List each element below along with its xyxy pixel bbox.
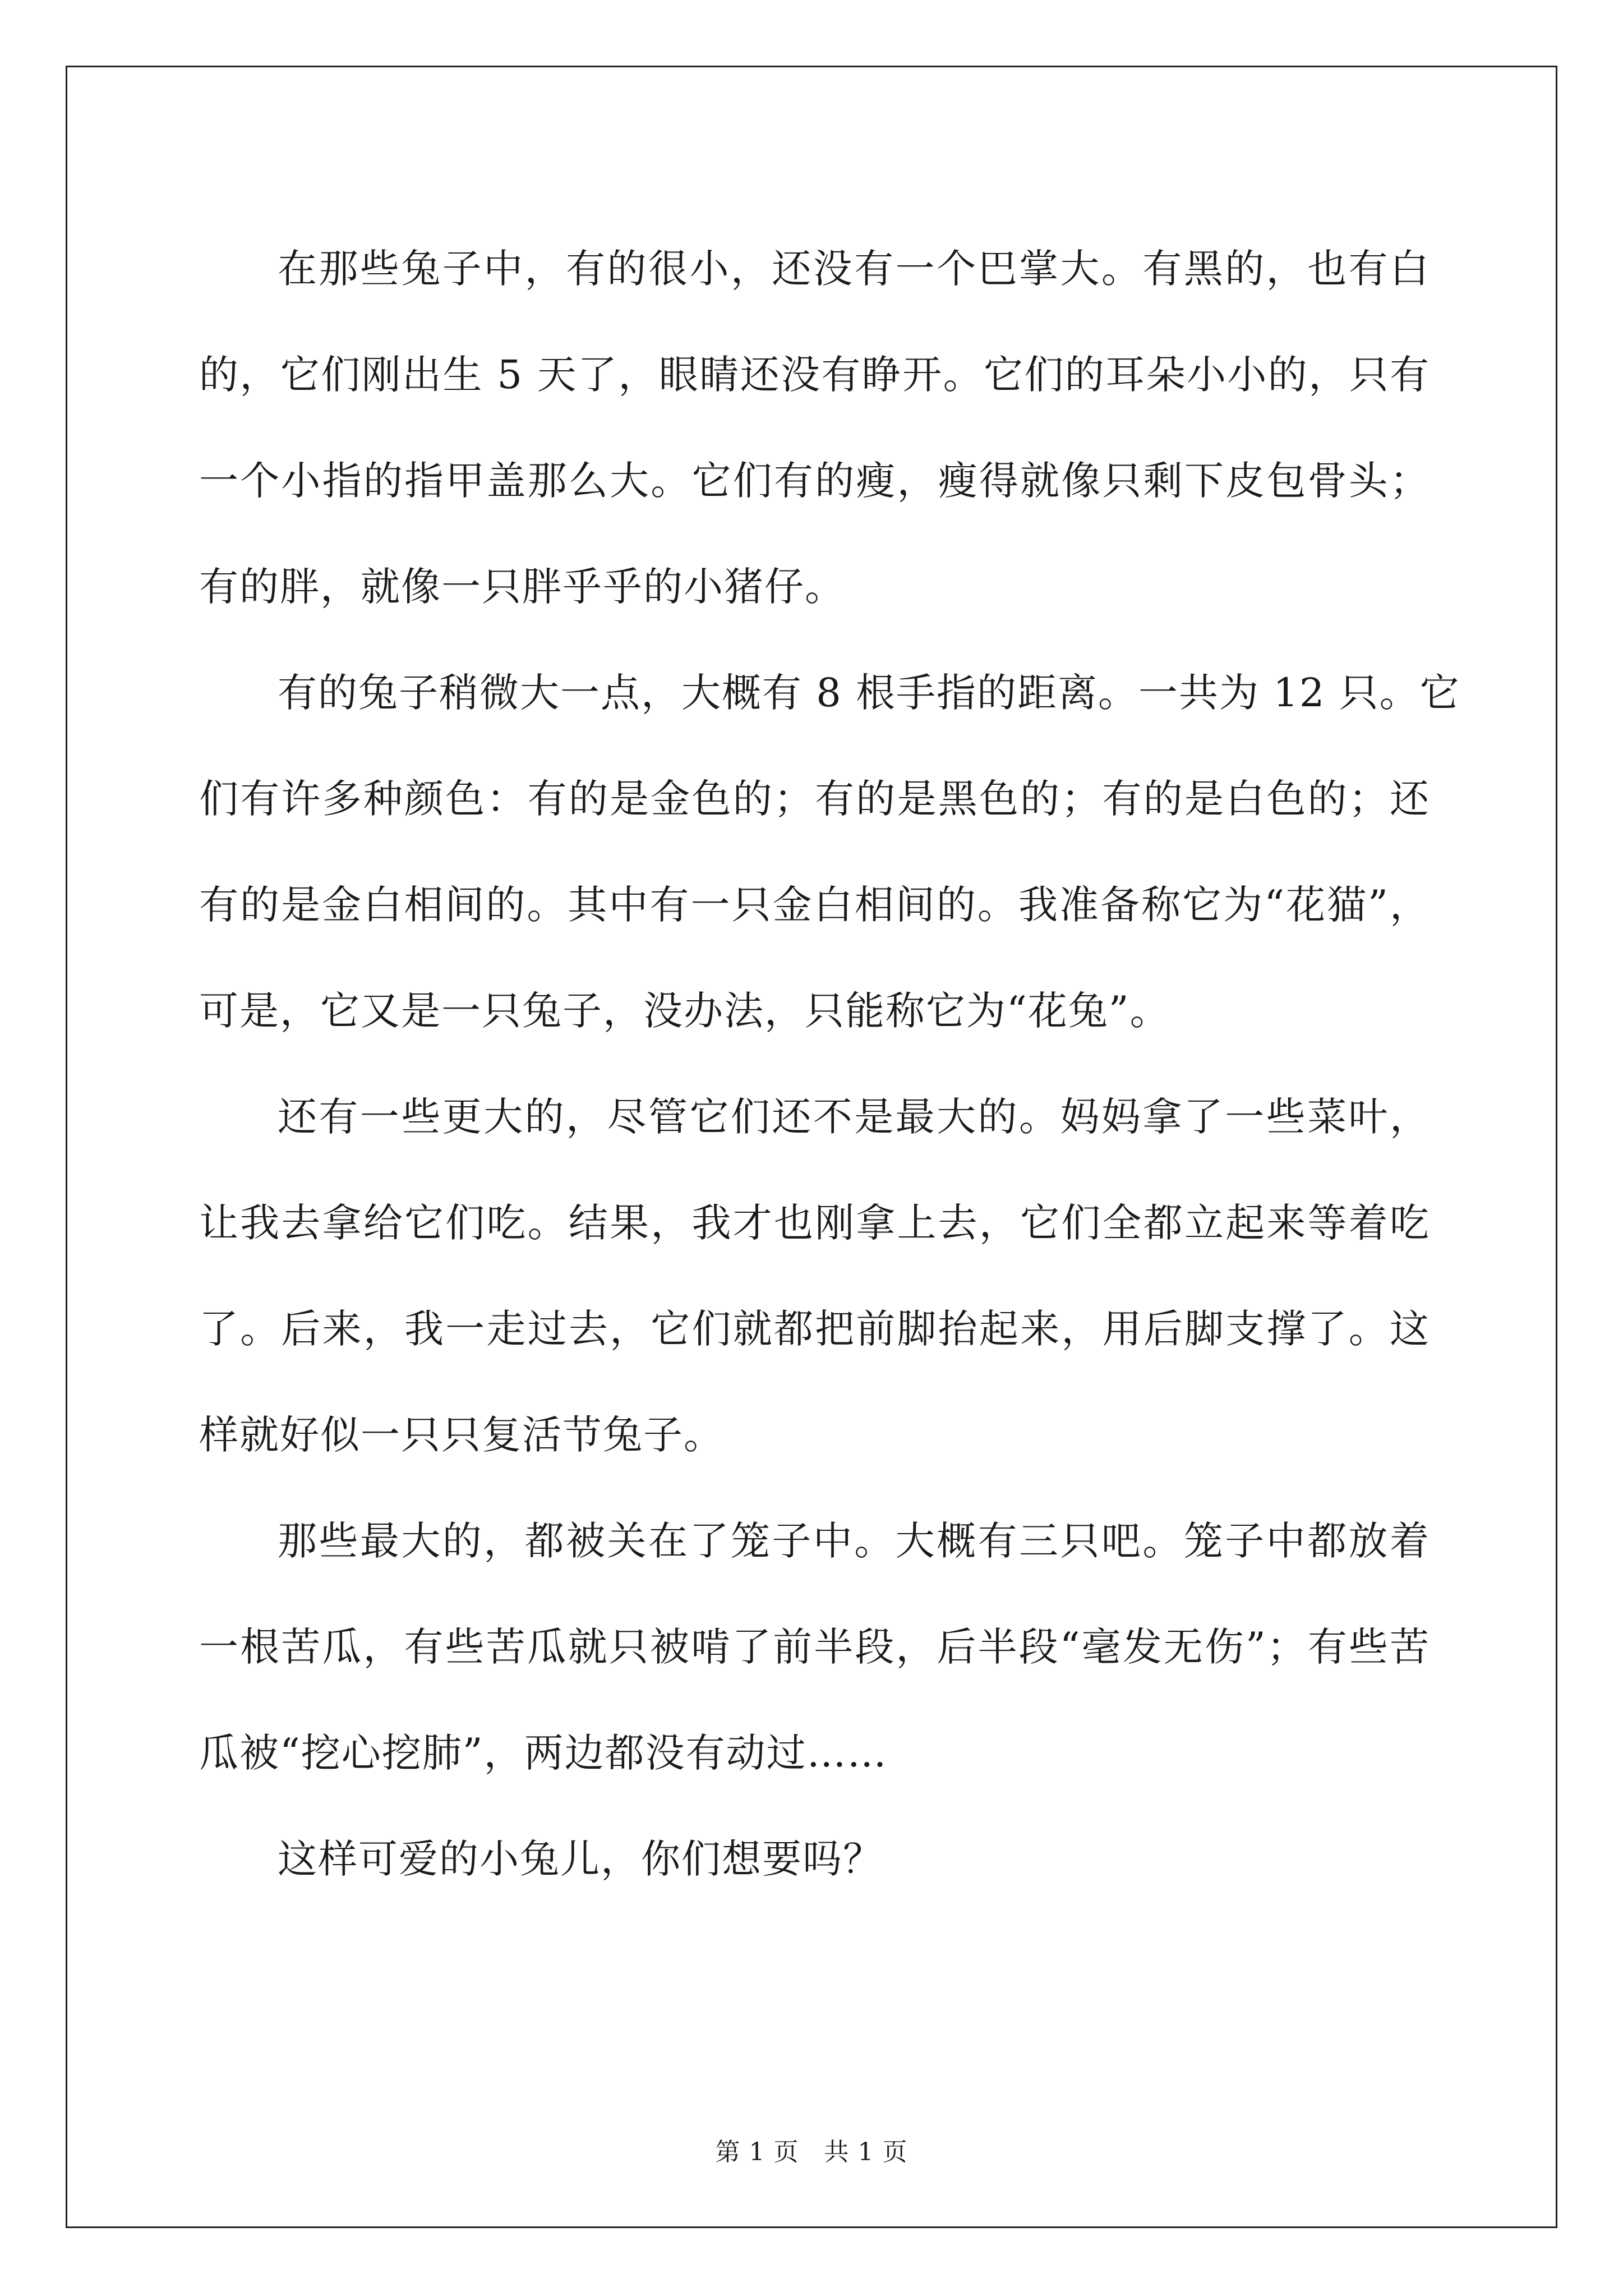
paragraph-line: 还有一些更大的，尽管它们还不是最大的。妈妈拿了一些菜叶， — [278, 1094, 1430, 1140]
paragraph-line: 了。后来，我一走过去，它们就都把前脚抬起来，用后脚支撑了。这 — [199, 1306, 1430, 1352]
paragraph-5 — [199, 1806, 1430, 1912]
paragraph-line: 那些最大的，都被关在了笼子中。大概有三只吧。笼子中都放着 — [278, 1518, 1430, 1564]
paragraph-line: 样就好似一只只复活节兔子。 — [199, 1412, 724, 1458]
paragraph-line: 们有许多种颜色：有的是金色的；有的是黑色的；有的是白色的；还 — [199, 776, 1430, 822]
paragraph-line: 让我去拿给它们吃。结果，我才也刚拿上去，它们全都立起来等着吃 — [199, 1200, 1430, 1246]
paragraph-line: 有的兔子稍微大一点，大概有 8 根手指的距离。一共为 12 只。它 — [278, 670, 1460, 716]
paragraph-2 — [199, 640, 1460, 1064]
paragraph-3 — [199, 1064, 1430, 1488]
paragraph-line: 可是，它又是一只兔子，没办法，只能称它为“花兔”。 — [199, 988, 1170, 1034]
paragraph-line: 这样可爱的小兔儿，你们想要吗？ — [278, 1836, 883, 1882]
paragraph-line: 一根苦瓜，有些苦瓜就只被啃了前半段，后半段“毫发无伤”；有些苦 — [199, 1624, 1430, 1670]
paragraph-line: 的，它们刚出生 5 天了，眼睛还没有睁开。它们的耳朵小小的，只有 — [199, 352, 1430, 398]
paragraph-line: 有的胖，就像一只胖乎乎的小猪仔。 — [199, 564, 845, 610]
paragraph-line: 一个小指的指甲盖那么大。它们有的瘦，瘦得就像只剩下皮包骨头； — [199, 458, 1430, 504]
paragraph-1 — [199, 216, 1430, 640]
paragraph-4 — [199, 1488, 1430, 1806]
paragraph-line: 有的是金白相间的。其中有一只金白相间的。我准备称它为“花猫”， — [199, 882, 1430, 928]
paragraph-line: 瓜被“挖心挖肺”，两边都没有动过…… — [199, 1730, 888, 1776]
paragraph-line: 在那些兔子中，有的很小，还没有一个巴掌大。有黑的，也有白 — [278, 246, 1430, 292]
page-footer: 第 1 页 共 1 页 — [715, 2138, 908, 2166]
document-body — [199, 216, 1460, 1912]
